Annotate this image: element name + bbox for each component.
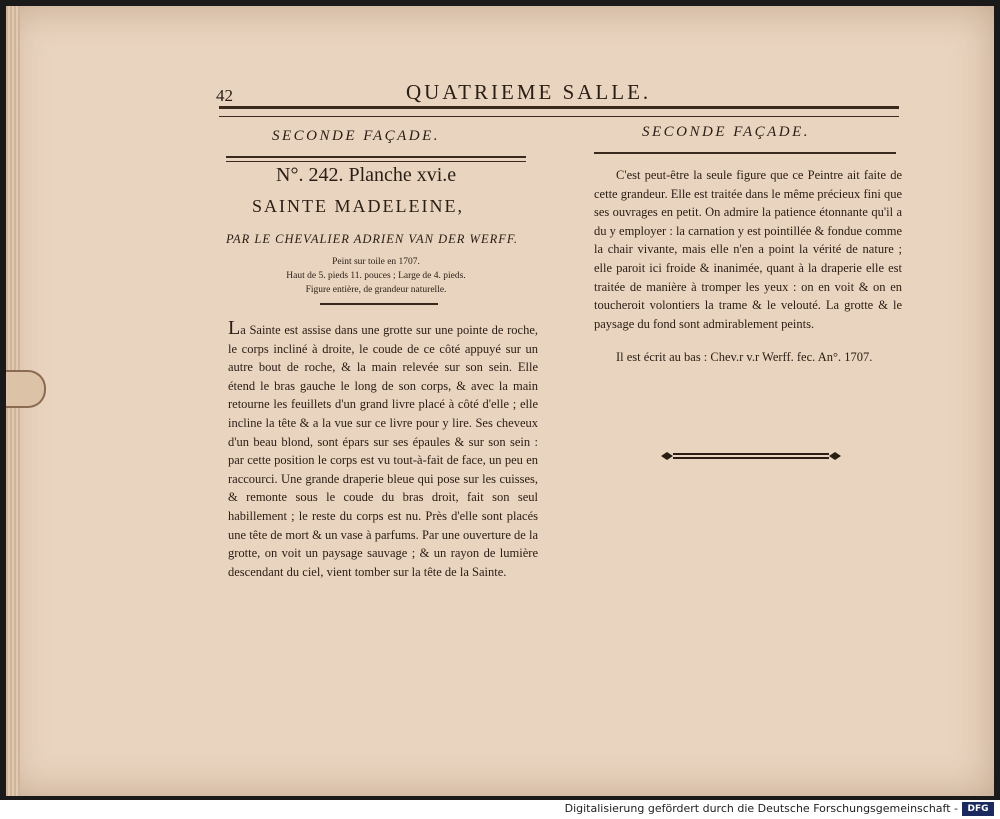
header-rule-thick bbox=[219, 106, 899, 109]
right-column-heading: SECONDE FAÇADE. bbox=[642, 124, 811, 140]
entry-divider bbox=[320, 303, 438, 305]
drop-cap: L bbox=[228, 317, 241, 339]
entry-artist: PAR LE CHEVALIER ADRIEN VAN DER WERFF. bbox=[226, 232, 519, 246]
footer-bar bbox=[0, 800, 1000, 819]
entry-number: N°. 242. Planche xvi.e bbox=[276, 164, 457, 186]
entry-meta-dimensions: Haut de 5. pieds 11. pouces ; Large de 4. pieds. bbox=[286, 271, 466, 281]
header-rule-thin bbox=[219, 116, 899, 117]
entry-title: SAINTE MADELEINE, bbox=[252, 196, 464, 216]
dfg-logo: DFG bbox=[962, 802, 994, 816]
right-body-text: C'est peut-être la seule figure que ce Peintre ait faite de cette grandeur. Elle est traitée dans le même précieux fini que ses ouvrages en petit. On admire la patience étonnante qu'il a du y employer : la carnation y est pointillée & fondue comme la chair vivante, mais elle n'en a point la vérité de nature ; elle paroit ici froide & inanimée, quant à la draperie elle est traitée de manière à tromper les yeux : on en voit & on en toucheroit volontiers la trame & le velouté. La grotte & le paysage du fond sont admirablement peints. bbox=[594, 168, 902, 331]
page-number: 42 bbox=[216, 86, 233, 105]
running-title: QUATRIEME SALLE. bbox=[406, 80, 652, 104]
inscription-line: Il est écrit au bas : Chev.r v.r Werff. fec. An°. 1707. bbox=[616, 350, 873, 364]
book-page bbox=[6, 6, 994, 796]
left-body-text bbox=[228, 319, 538, 581]
footer-credit: Digitalisierung gefördert durch die Deutsche Forschungsgemeinschaft - bbox=[564, 802, 958, 815]
left-heading-rule bbox=[226, 156, 526, 158]
left-body-paragraph: a Sainte est assise dans une grotte sur une pointe de roche, le corps incliné à droite, le coude de ce côté appuyé sur un autre bout de roche, & la main relevée sur son sein. Elle étend le bras gauche le long de son corps, & avec la main retourne les feuillets d'un grand livre placé à côté d'elle ; elle incline la tête & a la vue sur ce livre pour y lire. Ses cheveux d'un beau blond, sont épars sur ses épaules & sur son sein : par cette position le corps est vu tout-à-fait de face, un peu en raccourci. Une grande draperie bleue qui pose sur les cuisses, & remonte sous le coude du bras droit, fait son seul habillement ; le reste du corps est nu. Près d'elle sont placés une tête de mort & un vase à parfums. Par une ouverture de la grotte, on voit un paysage sauvage ; & un rayon de lumière descendant du ciel, vient tomber sur la tête de la Sainte. bbox=[228, 323, 538, 579]
bookmark-tab bbox=[6, 370, 46, 408]
entry-meta-medium: Peint sur toile en 1707. bbox=[332, 257, 420, 267]
left-heading-rule-thin bbox=[226, 161, 526, 162]
left-column-heading: SECONDE FAÇADE. bbox=[272, 128, 441, 144]
entry-meta-figure: Figure entière, de grandeur naturelle. bbox=[305, 285, 447, 295]
ornament-divider bbox=[661, 449, 841, 463]
right-heading-rule bbox=[594, 152, 896, 154]
